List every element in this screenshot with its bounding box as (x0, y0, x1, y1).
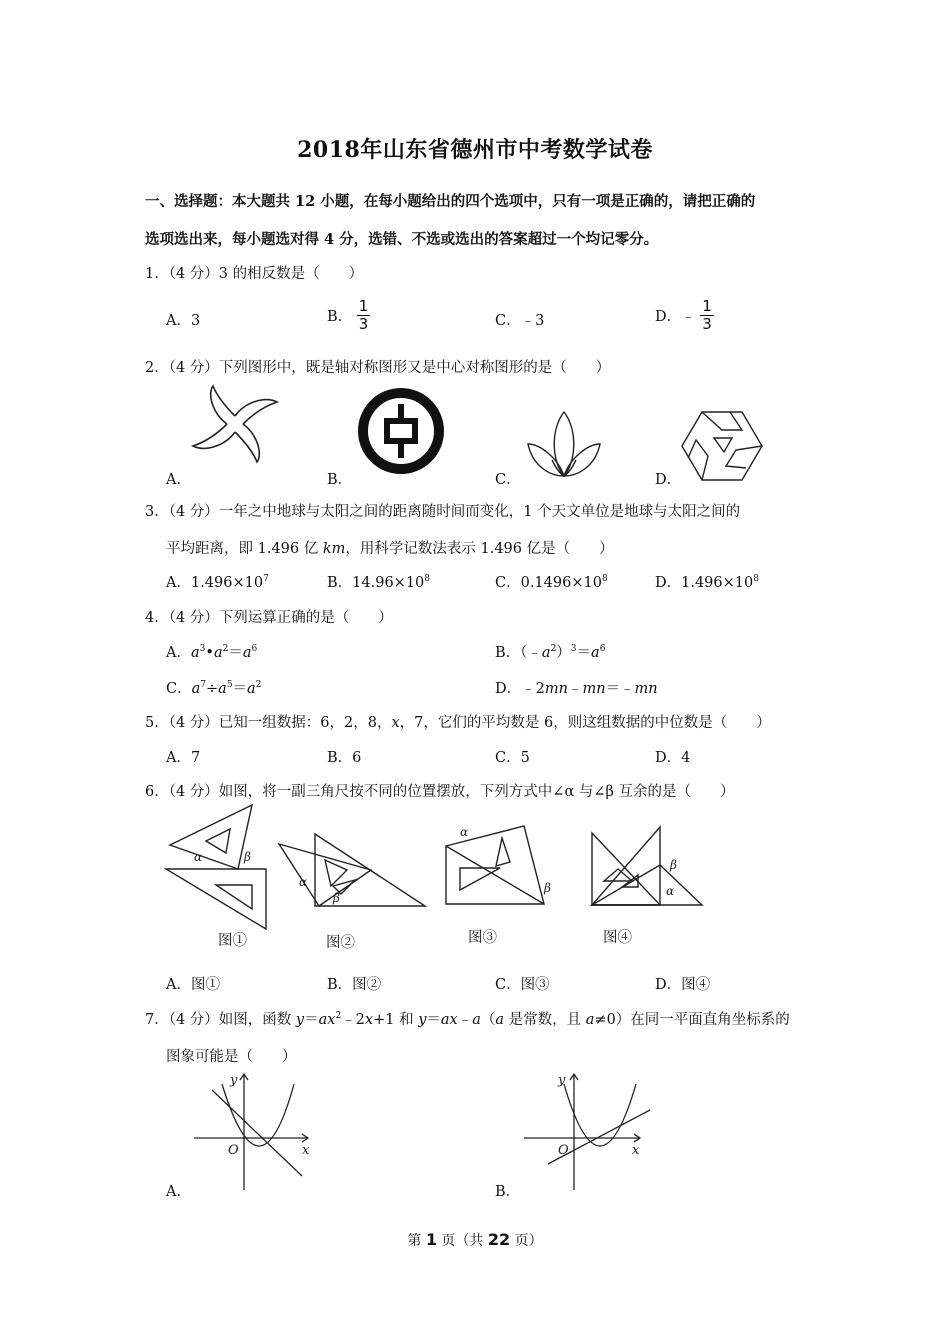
beta-label: β (333, 891, 340, 905)
q6-figure-4-caption: 图④ (603, 930, 632, 946)
q6-figure-4 (586, 825, 706, 910)
q7-line1: 7．（4 分）如图，函数 $y=ax^2﹣2x+1$ 和 y＝ax﹣a（a 是常数，且 a≠0）在同一平面直角坐标系的 (145, 1011, 790, 1028)
q7-option-a[interactable]: A． (166, 1184, 191, 1200)
coin-symbol-figure (356, 386, 446, 476)
recycle-hexagon-figure (680, 410, 764, 482)
q3-option-d[interactable]: D．$1.496\times 10^8$ (655, 574, 759, 591)
q3-option-b[interactable]: B．$14.96\times 10^8$ (327, 574, 431, 591)
q6-figure-1 (160, 805, 275, 935)
section-heading-line2: 选项选出来，每小题选对得 4 分，选错、不选或选出的答案超过一个均记零分。 (145, 231, 659, 248)
q5-option-d[interactable]: D．4 (655, 750, 691, 766)
q6-option-b[interactable]: B．图② (327, 977, 382, 993)
y-axis-label: y (230, 1073, 238, 1088)
q1-option-c[interactable]: C．﹣3 (495, 313, 545, 329)
q6-figure-1-caption: 图① (218, 933, 247, 949)
q2-option-d[interactable]: D． (655, 472, 682, 488)
beta-label: β (670, 858, 677, 872)
q4-option-a[interactable]: A．$a^3•a^2=a^6$ (166, 644, 258, 661)
page-footer: 第 1 页（共 22 页） (407, 1230, 543, 1249)
origin-label: O (558, 1143, 569, 1158)
q3-option-c[interactable]: C．$0.1496\times 10^8$ (495, 574, 608, 591)
q4-option-b[interactable]: B．$(﹣a^2)^3=a^6$ (495, 644, 606, 661)
page-title: 2018年山东省德州市中考数学试卷 (297, 137, 653, 163)
q5-stem: 5．（4 分）已知一组数据：6，2，8，x，7，它们的平均数是 6，则这组数据的中位数是（ ） (145, 715, 771, 731)
q6-figure-2-caption: 图② (326, 935, 355, 951)
q6-option-c[interactable]: C．图③ (495, 977, 550, 993)
beta-label: β (244, 850, 251, 864)
q7-graph-a (190, 1068, 320, 1193)
q6-option-d[interactable]: D．图④ (655, 977, 711, 993)
q2-option-a[interactable]: A． (166, 472, 191, 488)
q1-stem: 1．（4 分）3 的相反数是（ ） (145, 266, 364, 282)
alpha-label: α (299, 875, 308, 889)
q6-stem: 6．（4 分）如图，将一副三角尺按不同的位置摆放，下列方式中∠α 与∠β 互余的是（ ） (145, 784, 735, 800)
pinwheel-figure (190, 384, 280, 464)
q7-graph-b (520, 1068, 655, 1193)
q2-stem: 2．（4 分）下列图形中，既是轴对称图形又是中心对称图形的是（ ） (145, 360, 611, 376)
beta-label: β (544, 881, 551, 895)
q6-figure-3-caption: 图③ (468, 930, 497, 946)
q3-line1: 3．（4 分）一年之中地球与太阳之间的距离随时间而变化，1 个天文单位是地球与太阳之间的 (145, 504, 741, 520)
alpha-label: α (460, 825, 469, 839)
q5-option-c[interactable]: C．5 (495, 750, 530, 766)
q5-option-b[interactable]: B．6 (327, 750, 362, 766)
q5-option-a[interactable]: A．7 (166, 750, 201, 766)
alpha-label: α (666, 884, 675, 898)
q4-stem: 4．（4 分）下列运算正确的是（ ） (145, 610, 393, 626)
q7-line2: 图象可能是（ ） (166, 1049, 297, 1065)
section-heading-line1: 一、选择题：本大题共 12 小题，在每小题给出的四个选项中，只有一项是正确的，请把正确的 (145, 193, 756, 210)
x-axis-label: x (632, 1143, 640, 1158)
lotus-figure (522, 410, 606, 480)
q1-option-b[interactable]: B． $\frac{1}{3}$ (327, 297, 369, 333)
q6-option-a[interactable]: A．图① (166, 977, 220, 993)
q3-line2: 平均距离，即 1.496 亿 km，用科学记数法表示 1.496 亿是（ ） (166, 541, 614, 557)
y-axis-label: y (558, 1073, 566, 1088)
q1-option-a[interactable]: A．3 (166, 313, 201, 329)
q4-option-c[interactable]: C．$a^7\div a^5=a^2$ (166, 680, 262, 697)
total-pages: 22 (487, 1230, 511, 1249)
q6-figure-2 (275, 830, 430, 915)
current-page: 1 (425, 1230, 437, 1249)
q1-option-d[interactable]: D．﹣ $\frac{1}{3}$ (655, 297, 712, 333)
origin-label: O (228, 1143, 239, 1158)
q2-option-b[interactable]: B． (327, 472, 353, 488)
alpha-label: α (194, 850, 203, 864)
x-axis-label: x (302, 1143, 310, 1158)
q2-option-c[interactable]: C． (495, 472, 521, 488)
q6-figure-3 (440, 822, 555, 912)
q4-option-d[interactable]: D．﹣2mn﹣mn＝﹣mn (495, 681, 658, 697)
q3-option-a[interactable]: A．$1.496\times 10^7$ (166, 574, 269, 591)
q7-option-b[interactable]: B． (495, 1184, 521, 1200)
